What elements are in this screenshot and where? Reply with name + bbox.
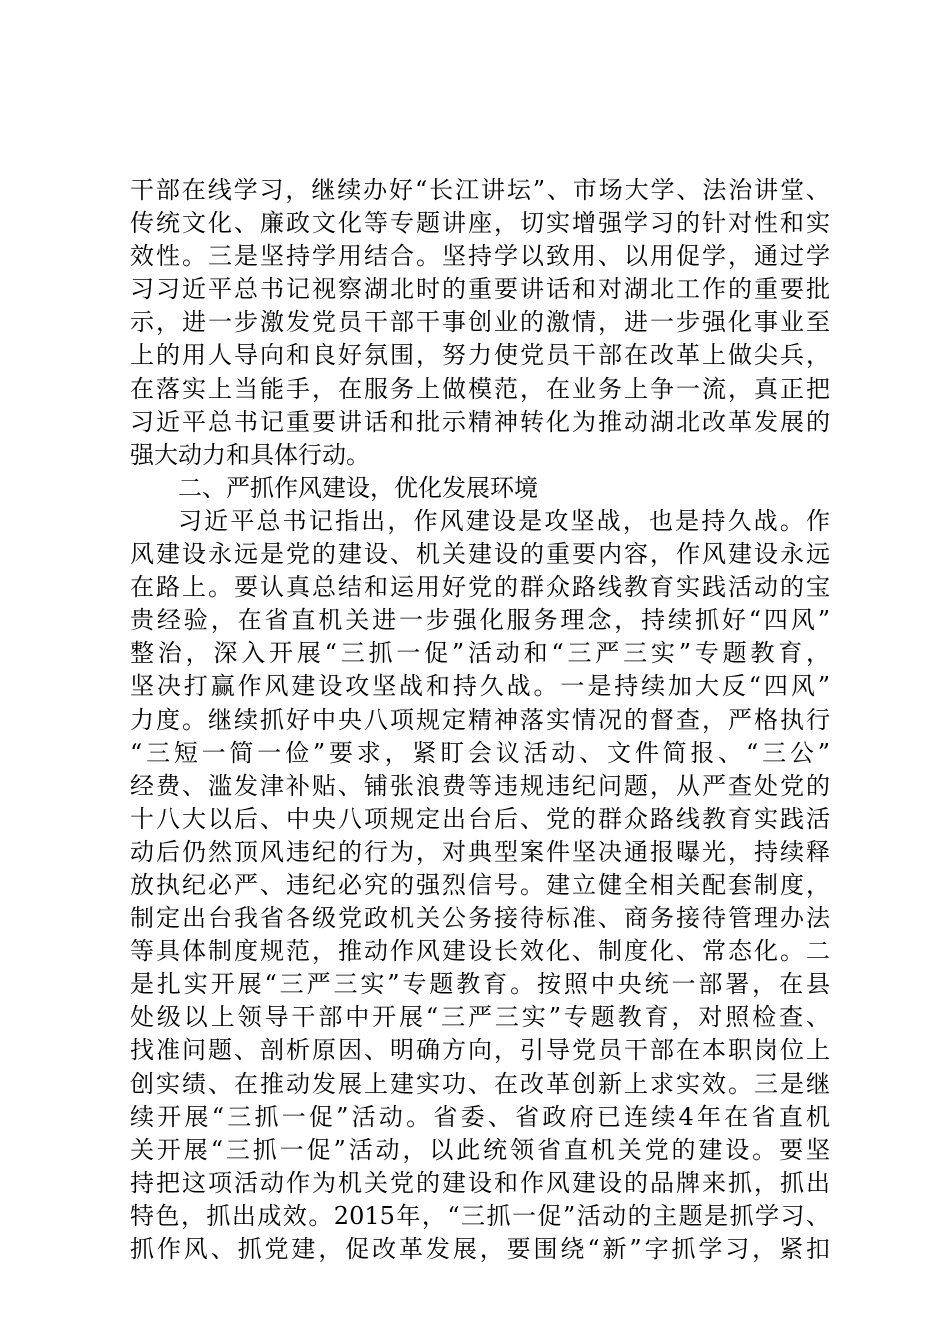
document-body bbox=[130, 174, 830, 1266]
text-line: 创实绩、在推动发展上建实功、在改革创新上求实效。三是继 bbox=[130, 1069, 830, 1098]
text-line: 强大动力和具体行动。 bbox=[130, 440, 370, 469]
text-line: 找准问题、剖析原因、明确方向，引导党员干部在本职岗位上 bbox=[130, 1036, 830, 1065]
text-line: 持把这项活动作为机关党的建设和作风建设的品牌来抓，抓出 bbox=[130, 1168, 830, 1197]
text-line: 续开展“三抓一促”活动。省委、省政府已连续4年在省直机 bbox=[130, 1102, 830, 1131]
paragraph-work-style bbox=[130, 505, 830, 1266]
text-line: 特色，抓出成效。2015年，“三抓一促”活动的主题是抓学习、 bbox=[130, 1201, 830, 1230]
text-line: 习习近平总书记视察湖北时的重要讲话和对湖北工作的重要批 bbox=[130, 275, 830, 304]
text-line: 抓作风、抓党建，促改革发展，要围绕“新”字抓学习，紧扣 bbox=[130, 1235, 830, 1263]
text-line: 整治，深入开展“三抓一促”活动和“三严三实”专题教育， bbox=[130, 639, 830, 668]
text-line: 经费、滥发津补贴、铺张浪费等违规违纪问题，从严查处党的 bbox=[130, 771, 830, 800]
text-line: 动后仍然顶风违纪的行为，对典型案件坚决通报曝光，持续释 bbox=[130, 837, 830, 866]
text-line: 力度。继续抓好中央八项规定精神落实情况的督查，严格执行 bbox=[130, 705, 830, 734]
text-line: 上的用人导向和良好氛围，努力使党员干部在改革上做尖兵， bbox=[130, 341, 830, 370]
text-line: 习近平总书记重要讲话和批示精神转化为推动湖北改革发展的 bbox=[130, 407, 830, 436]
paragraph-study bbox=[130, 174, 830, 472]
text-line: 坚决打赢作风建设攻坚战和持久战。一是持续加大反“四风” bbox=[130, 672, 830, 701]
text-line: 放执纪必严、违纪必究的强烈信号。建立健全相关配套制度， bbox=[130, 870, 830, 899]
section-heading: 二、严抓作风建设，优化发展环境 bbox=[178, 473, 538, 502]
text-line: 处级以上领导干部中开展“三严三实”专题教育，对照检查、 bbox=[130, 1003, 830, 1032]
text-line: 制定出台我省各级党政机关公务接待标准、商务接待管理办法 bbox=[130, 904, 830, 933]
text-line: 是扎实开展“三严三实”专题教育。按照中央统一部署，在县 bbox=[130, 970, 830, 999]
text-line: 风建设永远是党的建设、机关建设的重要内容，作风建设永远 bbox=[130, 540, 830, 569]
text-line: 示，进一步激发党员干部干事创业的激情，进一步强化事业至 bbox=[130, 308, 830, 337]
text-line: 效性。三是坚持学用结合。坚持学以致用、以用促学，通过学 bbox=[130, 242, 830, 271]
text-line: 在路上。要认真总结和运用好党的群众路线教育实践活动的宝 bbox=[130, 573, 830, 602]
text-line: 传统文化、廉政文化等专题讲座，切实增强学习的针对性和实 bbox=[130, 209, 830, 238]
text-line: 在落实上当能手，在服务上做模范，在业务上争一流，真正把 bbox=[130, 374, 830, 403]
text-line: 关开展“三抓一促”活动，以此统领省直机关党的建设。要坚 bbox=[130, 1135, 830, 1164]
text-line: 贵经验，在省直机关进一步强化服务理念，持续抓好“四风” bbox=[130, 606, 830, 635]
text-line: 干部在线学习，继续办好“长江讲坛”、市场大学、法治讲堂、 bbox=[130, 176, 830, 204]
text-line: 十八大以后、中央八项规定出台后、党的群众路线教育实践活 bbox=[130, 804, 830, 833]
text-line: 等具体制度规范，推动作风建设长效化、制度化、常态化。二 bbox=[130, 937, 830, 966]
text-line: 习近平总书记指出，作风建设是攻坚战，也是持久战。作 bbox=[178, 506, 830, 535]
text-line: “三短一简一俭”要求，紧盯会议活动、文件简报、“三公” bbox=[130, 738, 830, 767]
